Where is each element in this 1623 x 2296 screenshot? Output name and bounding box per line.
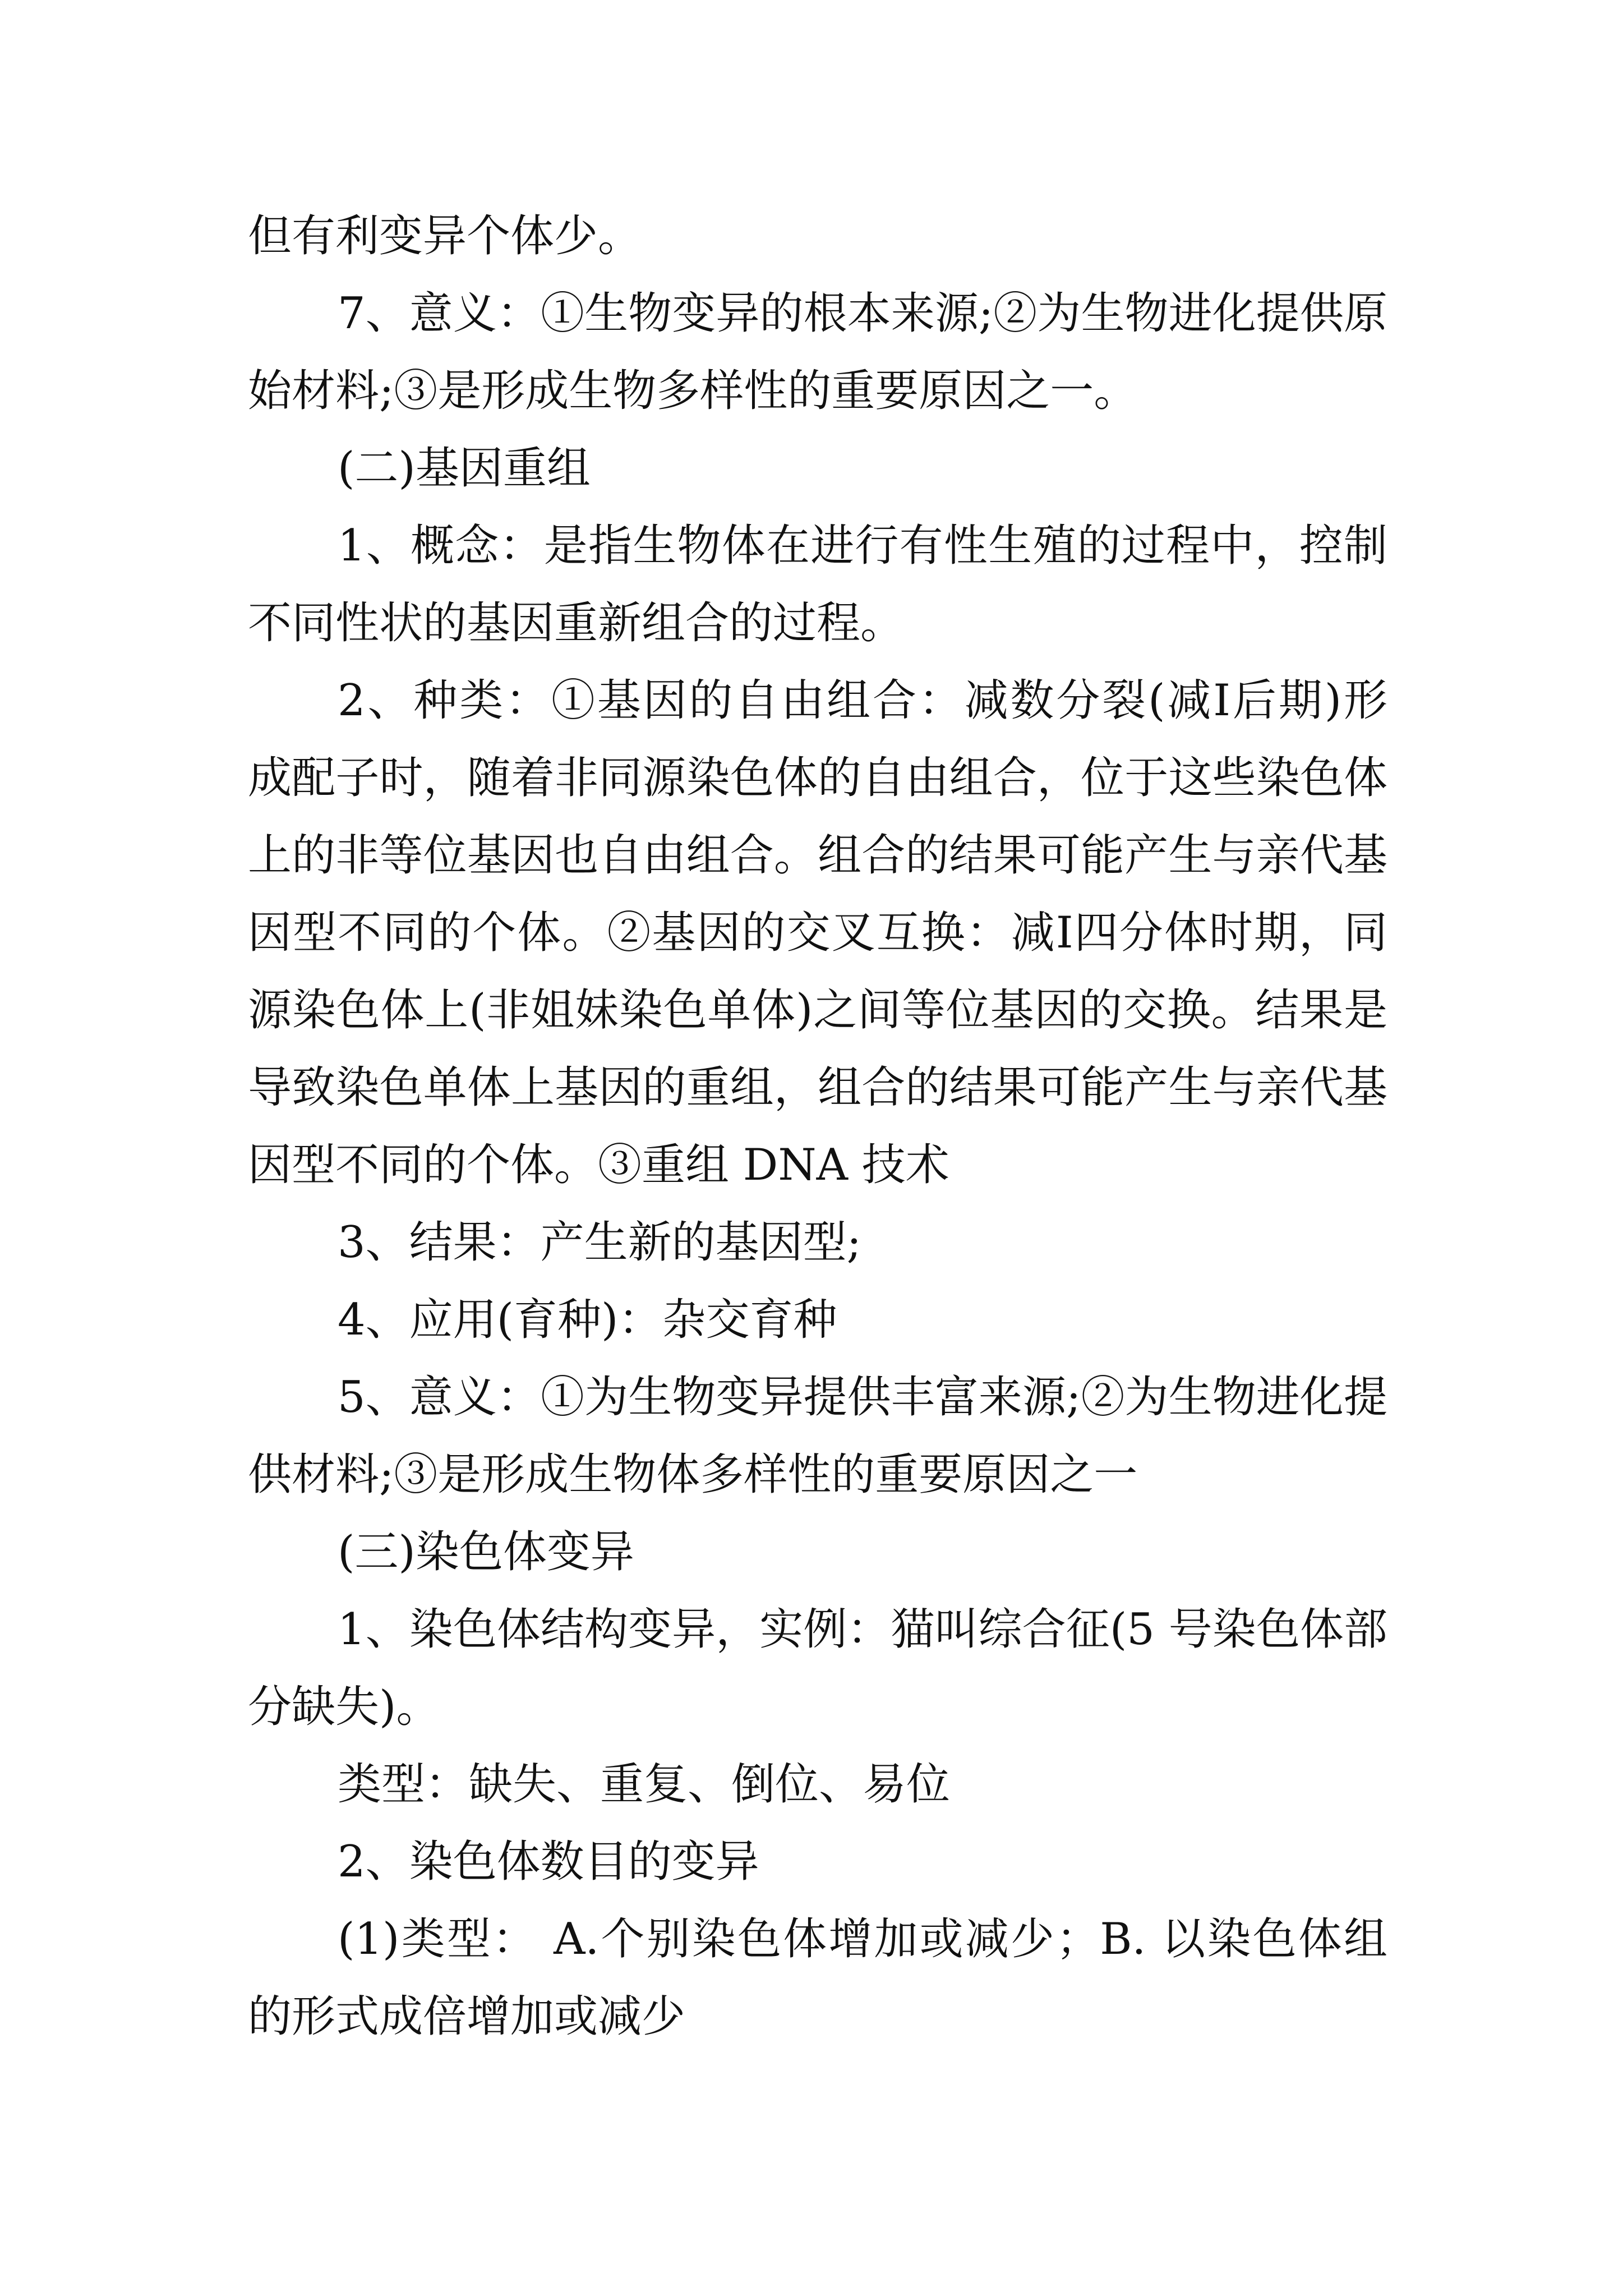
text-line: 因型不同的个体。②基因的交叉互换：减Ⅰ四分体时期，同 <box>248 908 1387 958</box>
text-line: 供材料;③是形成生物体多样性的重要原因之一 <box>248 1450 1138 1500</box>
paragraph-number-types <box>248 1901 1387 2055</box>
paragraph-structural-variation <box>248 1591 1387 1746</box>
section-heading-gene-recombination <box>248 430 1387 507</box>
text-line: 导致染色单体上基因的重组，组合的结果可能产生与亲代基 <box>248 1062 1387 1113</box>
paragraph-types <box>248 662 1387 1204</box>
section-heading-chromosome-variation <box>248 1513 1387 1591</box>
document-body <box>248 197 1387 2055</box>
text-line: 类型：缺失、重复、倒位、易位 <box>338 1759 951 1810</box>
text-line: 2、种类：①基因的自由组合：减数分裂(减Ⅰ后期)形 <box>338 675 1387 726</box>
paragraph-application <box>248 1281 1387 1359</box>
paragraph-structural-types <box>248 1746 1387 1823</box>
text-line: 因型不同的个体。③重组 DNA 技术 <box>248 1140 949 1190</box>
text-line: 1、概念：是指生物体在进行有性生殖的过程中，控制 <box>338 521 1387 571</box>
text-line: 但有利变异个体少。 <box>248 211 642 261</box>
text-line: 1、染色体结构变异，实例：猫叫综合征(5 号染色体部 <box>338 1604 1387 1655</box>
text-line: (1)类型： A.个别染色体增加或减少；B. 以染色体组 <box>338 1914 1387 1964</box>
section-heading: (二)基因重组 <box>338 443 591 494</box>
text-line: 上的非等位基因也自由组合。组合的结果可能产生与亲代基 <box>248 830 1387 881</box>
paragraph-continuation <box>248 197 1387 275</box>
text-line: 成配子时，随着非同源染色体的自由组合，位于这些染色体 <box>248 753 1387 803</box>
text-line: 始材料;③是形成生物多样性的重要原因之一。 <box>248 366 1138 416</box>
text-line: 4、应用(育种)：杂交育种 <box>338 1295 837 1345</box>
text-line: 源染色体上(非姐妹染色单体)之间等位基因的交换。结果是 <box>248 985 1387 1036</box>
text-line: 分缺失)。 <box>248 1682 440 1732</box>
section-heading: (三)染色体变异 <box>338 1527 634 1577</box>
text-line: 3、结果：产生新的基因型; <box>338 1217 861 1268</box>
text-line: 的形式成倍增加或减少 <box>248 1991 686 2042</box>
paragraph-significance <box>248 275 1387 430</box>
text-line: 不同性状的基因重新组合的过程。 <box>248 598 905 648</box>
text-line: 2、染色体数目的变异 <box>338 1837 759 1887</box>
text-line: 7、意义：①生物变异的根本来源;②为生物进化提供原 <box>338 288 1387 339</box>
paragraph-recombination-significance <box>248 1359 1387 1513</box>
text-line: 5、意义：①为生物变异提供丰富来源;②为生物进化提 <box>338 1372 1387 1423</box>
paragraph-number-variation <box>248 1823 1387 1901</box>
paragraph-result <box>248 1204 1387 1281</box>
paragraph-concept <box>248 507 1387 662</box>
